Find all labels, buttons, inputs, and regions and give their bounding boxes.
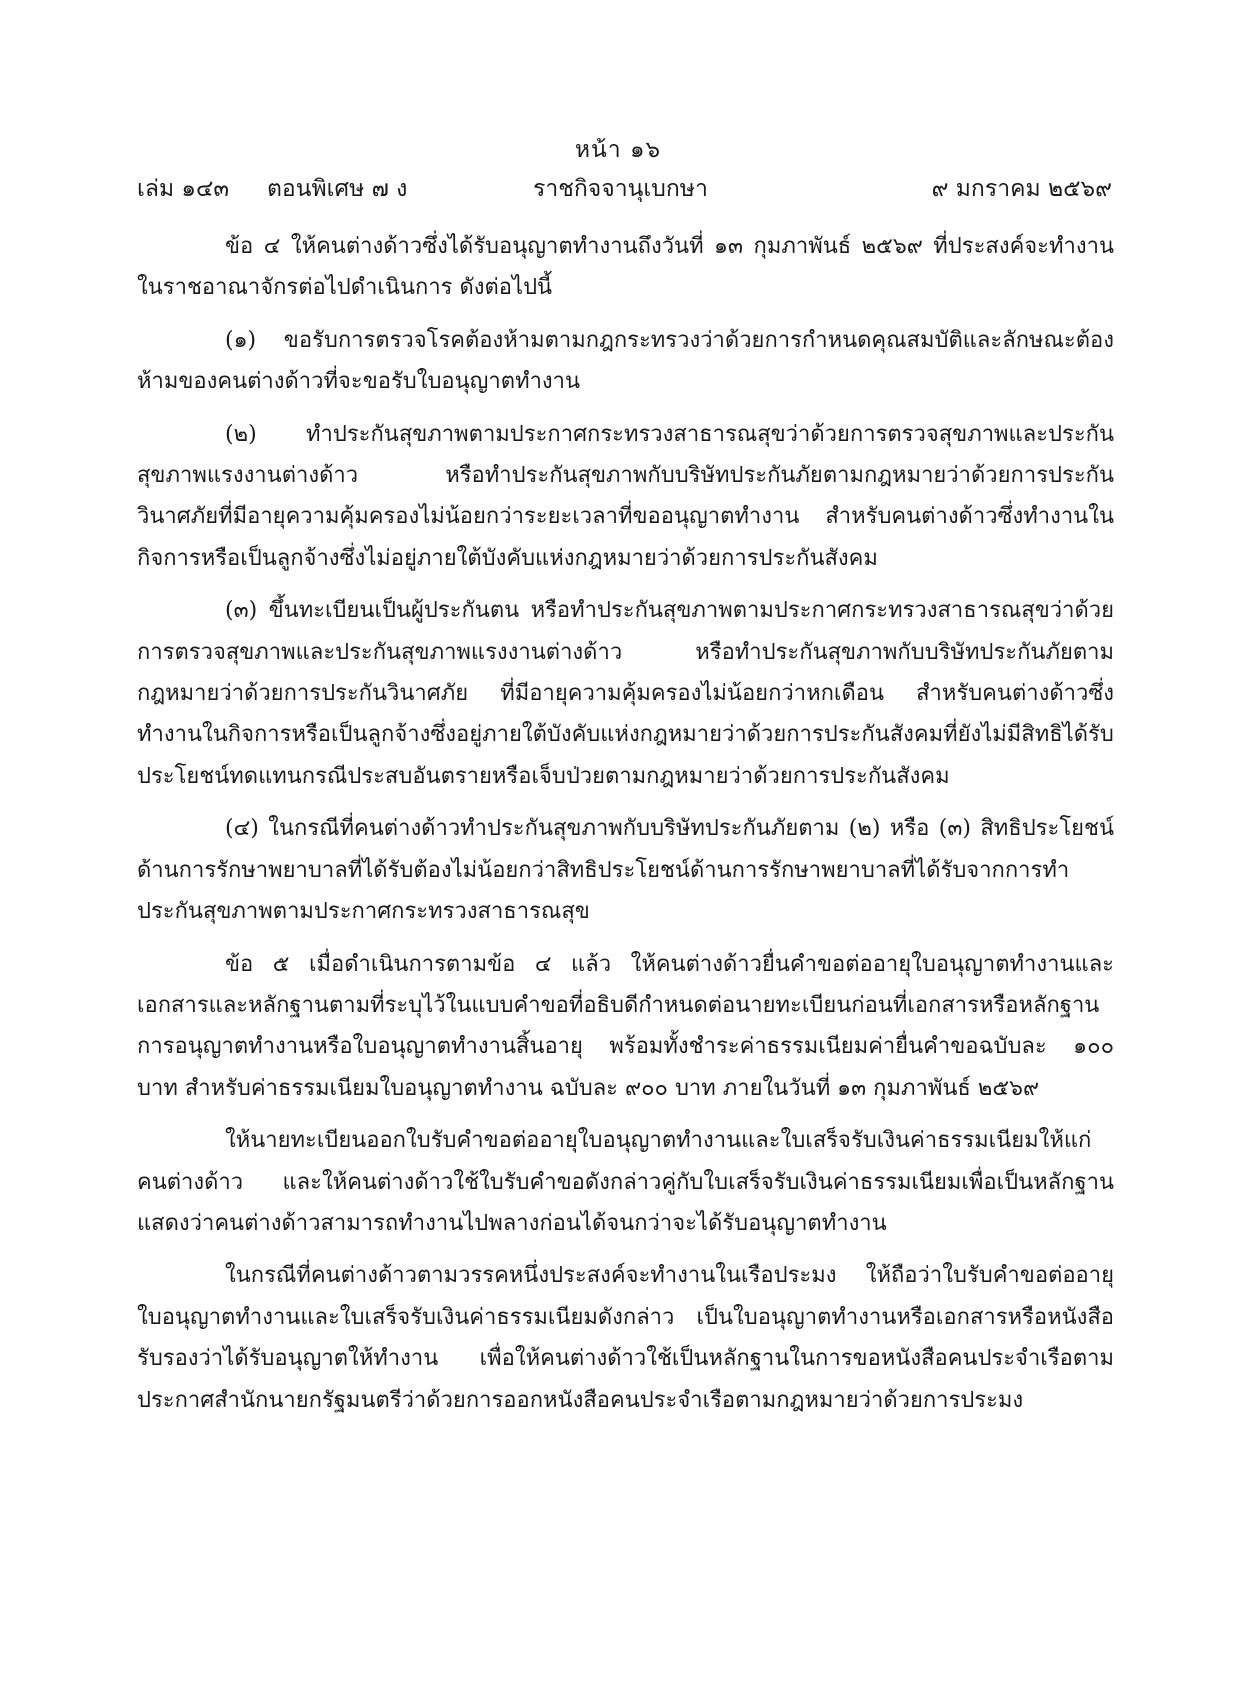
section-number: ตอนพิเศษ ๗ ง (267, 176, 408, 202)
clause-4: ข้อ ๔ ให้คนต่างด้าวซึ่งได้รับอนุญาตทำงานถึงวันที่ ๑๓ กุมภาพันธ์ ๒๕๖๙ ที่ประสงค์จะทำงานในราชอาณาจักรต่อไปดำเนินการ ดังต่อไปนี้ (137, 234, 1114, 301)
page-number: หน้า ๑๖ (574, 137, 662, 163)
clause-5: ข้อ ๕ เมื่อดำเนินการตามข้อ ๔ แล้ว ให้คนต่างด้าวยื่นคำขอต่ออายุใบอนุญาตทำงานและเอกสารและหลักฐานตามที่ระบุไว้ในแบบคำขอที่อธิบดีกำหนดต่อนายทะเบียนก่อนที่เอกสารหรือหลักฐานการอนุญาตทำงานหรือใบอนุญาตทำงานสิ้นอายุ พร้อมทั้งชำระค่าธรรมเนียมค่ายื่นคำขอฉบับละ ๑๐๐ บาท สำหรับค่าธรรมเนียมใบอนุญาตทำงาน ฉบับละ ๙๐๐ บาท ภายในวันที่ ๑๓ กุมภาพันธ์ ๒๕๖๙ (137, 951, 1114, 1101)
clause-4-item-4: (๔) ในกรณีที่คนต่างด้าวทำประกันสุขภาพกับบริษัทประกันภัยตาม (๒) หรือ (๓) สิทธิประโยชน์ด้านการรักษาพยาบาลที่ได้รับต้องไม่น้อยกว่าสิทธิประโยชน์ด้านการรักษาพยาบาลที่ได้รับจากการทำประกันสุขภาพตามประกาศกระทรวงสาธารณสุข (137, 816, 1114, 925)
document-body (137, 226, 1114, 1432)
clause-5-paragraph-3: ในกรณีที่คนต่างด้าวตามวรรคหนึ่งประสงค์จะทำงานในเรือประมง ให้ถือว่าใบรับคำขอต่ออายุใบอนุญาตทำงานและใบเสร็จรับเงินค่าธรรมเนียมดังกล่าว เป็นใบอนุญาตทำงานหรือเอกสารหรือหนังสือรับรองว่าได้รับอนุญาตให้ทำงาน เพื่อให้คนต่างด้าวใช้เป็นหลักฐานในการขอหนังสือคนประจำเรือตามประกาศสำนักนายกรัฐมนตรีว่าด้วยการออกหนังสือคนประจำเรือตามกฎหมายว่าด้วยการประมง (137, 1263, 1114, 1413)
gazette-header (137, 171, 1112, 205)
publication-date: ๙ มกราคม ๒๕๖๙ (931, 176, 1112, 202)
clause-4-item-1: (๑) ขอรับการตรวจโรคต้องห้ามตามกฎกระทรวงว่าด้วยการกำหนดคุณสมบัติและลักษณะต้องห้ามของคนต่างด้าวที่จะขอรับใบอนุญาตทำงาน (137, 327, 1114, 395)
clause-4-item-2: (๒) ทำประกันสุขภาพตามประกาศกระทรวงสาธารณสุขว่าด้วยการตรวจสุขภาพและประกันสุขภาพแรงงานต่างด้าว หรือทำประกันสุขภาพกับบริษัทประกันภัยตามกฎหมายว่าด้วยการประกันวินาศภัยที่มีอายุความคุ้มครองไม่น้อยกว่าระยะเวลาที่ขออนุญาตทำงาน สำหรับคนต่างด้าวซึ่งทำงานในกิจการหรือเป็นลูกจ้างซึ่งไม่อยู่ภายใต้บังคับแห่งกฎหมายว่าด้วยการประกันสังคม (137, 421, 1114, 571)
clause-5-paragraph-2: ให้นายทะเบียนออกใบรับคำขอต่ออายุใบอนุญาตทำงานและใบเสร็จรับเงินค่าธรรมเนียมให้แก่คนต่างด้าว และให้คนต่างด้าวใช้ใบรับคำขอดังกล่าวคู่กับใบเสร็จรับเงินค่าธรรมเนียมเพื่อเป็นหลักฐานแสดงว่าคนต่างด้าวสามารถทำงานไปพลางก่อนได้จนกว่าจะได้รับอนุญาตทำงาน (137, 1128, 1114, 1236)
clause-4-item-3: (๓) ขึ้นทะเบียนเป็นผู้ประกันตน หรือทำประกันสุขภาพตามประกาศกระทรวงสาธารณสุขว่าด้วยการตรวจสุขภาพและประกันสุขภาพแรงงานต่างด้าว หรือทำประกันสุขภาพกับบริษัทประกันภัยตามกฎหมายว่าด้วยการประกันวินาศภัย ที่มีอายุความคุ้มครองไม่น้อยกว่าหกเดือน สำหรับคนต่างด้าวซึ่งทำงานในกิจการหรือเป็นลูกจ้างซึ่งอยู่ภายใต้บังคับแห่งกฎหมายว่าด้วยการประกันสังคมที่ยังไม่มีสิทธิได้รับประโยชน์ทดแทนกรณีประสบอันตรายหรือเจ็บป่วยตามกฎหมายว่าด้วยการประกันสังคม (137, 598, 1114, 789)
gazette-title: ราชกิจจานุเบกษา (533, 176, 708, 202)
volume-number: เล่ม ๑๔๓ (137, 176, 230, 202)
